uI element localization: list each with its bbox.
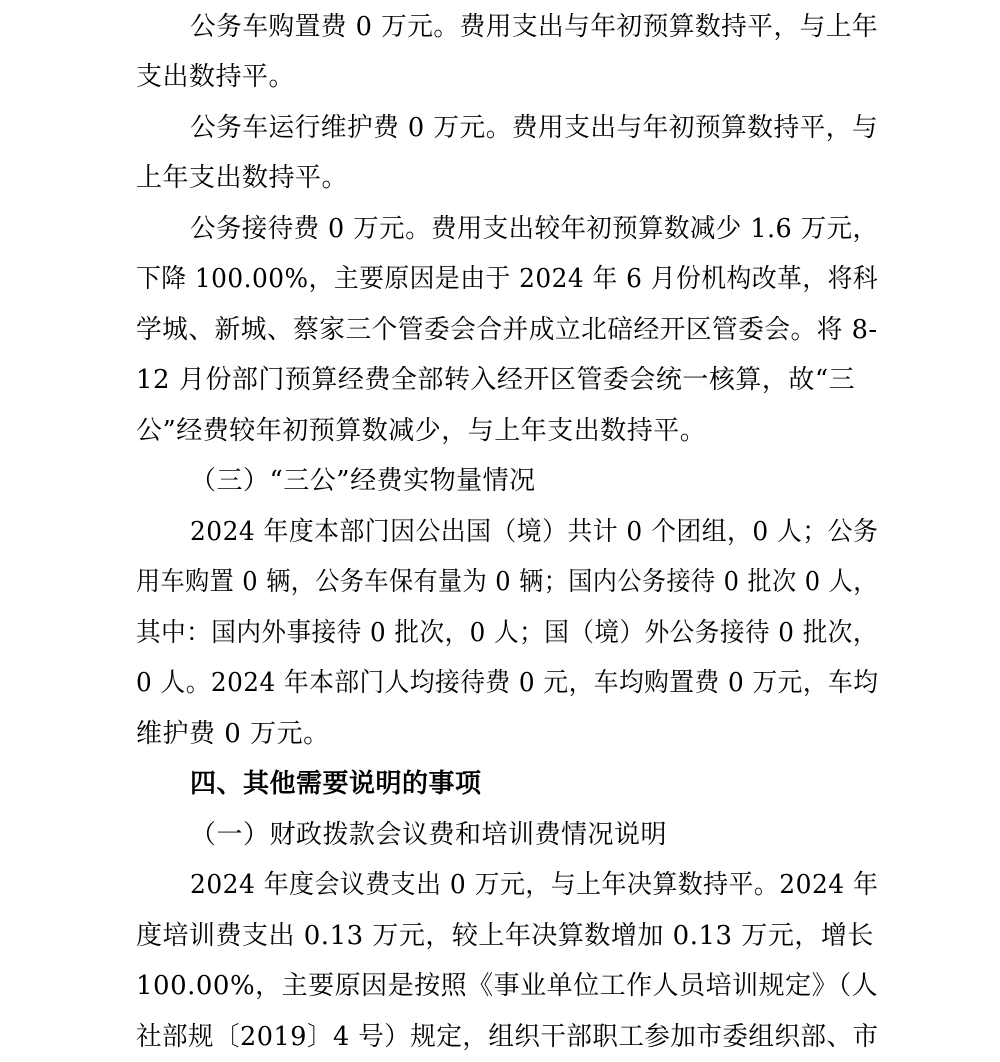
paragraph-line: 支出数持平。 (136, 62, 296, 92)
paragraph-line: 上年支出数持平。 (136, 163, 349, 193)
paragraph-line: 公务车购置费 0 万元。费用支出与年初预算数持平，与上年 (190, 12, 879, 42)
paragraph-line: 公”经费较年初预算数减少，与上年支出数持平。 (136, 416, 707, 446)
section-subheading: （一）财政拨款会议费和培训费情况说明 (190, 820, 668, 850)
paragraph-line: 维护费 0 万元。 (136, 719, 330, 749)
section-heading: 四、其他需要说明的事项 (190, 769, 482, 799)
paragraph-line: 0 人。2024 年本部门人均接待费 0 元，车均购置费 0 万元，车均 (136, 668, 879, 698)
paragraph-line: 其中：国内外事接待 0 批次，0 人；国（境）外公务接待 0 批次， (136, 618, 878, 648)
paragraph-line: 公务接待费 0 万元。费用支出较年初预算数减少 1.6 万元， (190, 214, 879, 244)
paragraph-line: 2024 年度本部门因公出国（境）共计 0 个团组，0 人；公务 (190, 517, 879, 547)
paragraph-line: 公务车运行维护费 0 万元。费用支出与年初预算数持平，与 (190, 113, 879, 143)
paragraph-line: 2024 年度会议费支出 0 万元，与上年决算数持平。2024 年 (190, 870, 879, 900)
paragraph-line: 学城、新城、蔡家三个管委会合并成立北碚经开区管委会。将 8- (136, 315, 878, 345)
paragraph-line: 社部规〔2019〕4 号）规定，组织干部职工参加市委组织部、市 (136, 1022, 879, 1052)
section-subheading: （三）“三公”经费实物量情况 (190, 466, 536, 496)
paragraph-line: 下降 100.00%，主要原因是由于 2024 年 6 月份机构改革，将科 (136, 264, 879, 294)
paragraph-line: 12 月份部门预算经费全部转入经开区管委会统一核算，故“三 (136, 365, 856, 395)
paragraph-line: 度培训费支出 0.13 万元，较上年决算数增加 0.13 万元，增长 (136, 921, 874, 951)
paragraph-line: 100.00%，主要原因是按照《事业单位工作人员培训规定》（人 (136, 971, 879, 1001)
paragraph-line: 用车购置 0 辆，公务车保有量为 0 辆；国内公务接待 0 批次 0 人， (136, 567, 878, 597)
